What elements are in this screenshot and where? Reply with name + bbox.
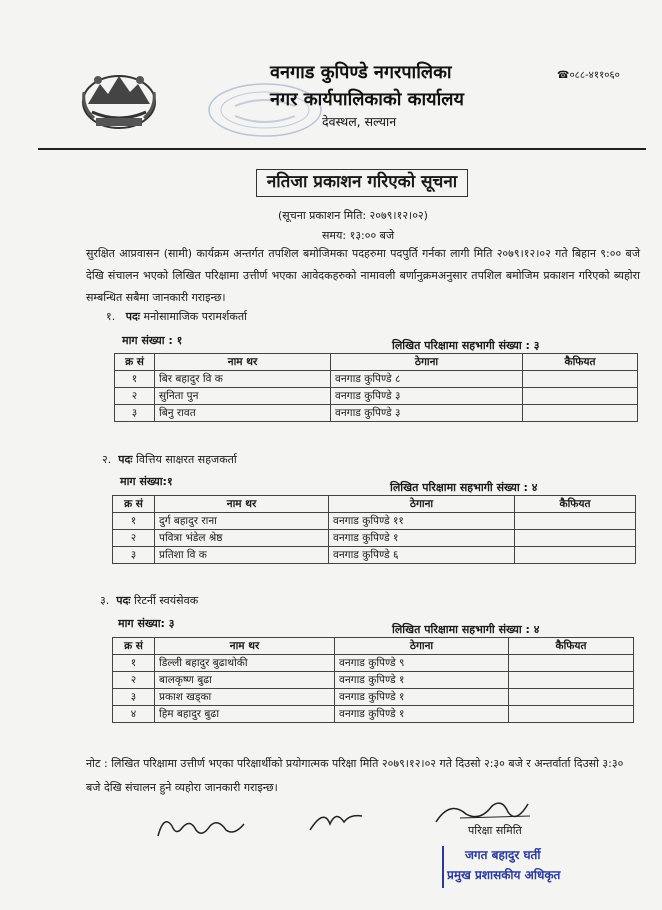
table-row: [115, 388, 638, 405]
address-cell: वनगाड कुपिण्डे ८: [331, 371, 523, 388]
result-table: [112, 495, 636, 564]
column-header: ठेगाना: [329, 496, 515, 513]
publication-date: (सूचना प्रकाशन मिति: २०७९।१२।०२): [278, 209, 428, 222]
serial-cell: १: [113, 655, 155, 672]
address-cell: वनगाड कुपिण्डे १: [335, 672, 509, 689]
signature-2-icon: [306, 802, 368, 836]
address-cell: वनगाड कुपिण्डे ३: [331, 405, 523, 422]
remark-cell: [523, 388, 638, 405]
demand-count: माग संख्या : १: [122, 334, 183, 347]
post-name: मनोसामाजिक परामर्शकर्ता: [143, 310, 247, 323]
column-header: कैफियत: [523, 354, 638, 371]
notice-title: नतिजा प्रकाशन गरिएको सूचना: [256, 169, 468, 197]
participant-count: लिखित परिक्षामा सहभागी संख्या : ४: [390, 481, 538, 494]
column-header: नाम थर: [155, 354, 331, 371]
stamp-divider: [442, 846, 444, 888]
post-label: पदः: [118, 453, 133, 466]
table-row: [113, 672, 634, 689]
address-cell: वनगाड कुपिण्डे ९: [335, 655, 509, 672]
post-name: रिटर्नी स्वयंसेवक: [134, 594, 199, 607]
table-row: [113, 689, 634, 706]
table-row: [115, 371, 638, 388]
name-cell: प्रकाश खड्का: [155, 689, 335, 706]
address-cell: वनगाड कुपिण्डे ११: [329, 513, 515, 530]
serial-cell: २: [113, 530, 155, 547]
post-number: १.: [106, 310, 116, 323]
remark-cell: [515, 513, 636, 530]
column-header: क्र सं: [113, 496, 155, 513]
demand-count: माग संख्या:१: [120, 475, 173, 488]
table-row: [113, 655, 634, 672]
table-header-row: [113, 496, 636, 513]
remark-cell: [515, 547, 636, 564]
address-cell: वनगाड कुपिण्डे १: [335, 689, 509, 706]
table-row: [113, 513, 636, 530]
column-header: नाम थर: [155, 496, 329, 513]
remark-cell: [509, 672, 634, 689]
remark-cell: [509, 689, 634, 706]
post-label: पदः: [116, 594, 131, 607]
footer-note: नोट : लिखित परिक्षामा उत्तीर्ण भएका परिक्षार्थीको प्रयोगात्मक परिक्षा मिति २०७९।१२।०२ गते दिउसो २:३० बजे र अन्तर्वार्ता दिउसो ३:३० बजे देखि संचालन हुने व्यहोरा जानकारी गराइन्छ।: [86, 757, 624, 794]
signature-1-icon: [150, 808, 250, 844]
office-name: नगर कार्यपालिकाको कार्यालय: [270, 89, 464, 110]
post-number: ३.: [100, 594, 110, 607]
address-cell: वनगाड कुपिण्डे ३: [331, 388, 523, 405]
notice-body: सुरक्षित आप्रवासन (सामी) कार्यक्रम अन्तर्गत तपशिल बमोजिमका पदहरुमा पदपुर्ति गर्नका लागी मिति २०७९।१२।०२ गते बिहान ९:०० बजे देखि संचालन भएको लिखित परिक्षामा उत्तीर्ण भएका आवेदकहरुको नामावली बर्णानुक्रमअनुसार तपशिल बमोजिम प्रकाशन गरिएको ब्यहोरा सम्बन्धित सबैमा जानकारी गराइन्छ।: [86, 247, 640, 304]
serial-cell: २: [115, 388, 155, 405]
name-cell: बिर बहादुर वि क: [155, 371, 331, 388]
serial-cell: १: [115, 371, 155, 388]
participant-count: लिखित परिक्षामा सहभागी संख्या : ४: [392, 623, 540, 636]
post-label: पदः: [125, 310, 141, 323]
remark-cell: [523, 371, 638, 388]
address-cell: वनगाड कुपिण्डे १: [329, 530, 515, 547]
name-cell: प्रतिशा वि क: [155, 547, 329, 564]
participant-count: लिखित परिक्षामा सहभागी संख्या : ३: [392, 339, 540, 352]
serial-cell: ३: [115, 405, 155, 422]
serial-cell: ४: [113, 706, 155, 723]
remark-cell: [509, 706, 634, 723]
post-name: वित्तिय साक्षरत सहजकर्ता: [136, 453, 237, 466]
table-header-row: [113, 638, 634, 655]
serial-cell: १: [113, 513, 155, 530]
column-header: नाम थर: [155, 638, 335, 655]
table-row: [113, 530, 636, 547]
serial-cell: २: [113, 672, 155, 689]
result-table: [112, 637, 634, 723]
phone-number: ☎०८८-४११०६०: [557, 70, 620, 81]
header-divider: [38, 148, 646, 150]
officer-title: प्रमुख प्रशासकीय अधिकृत: [447, 868, 561, 882]
demand-count: माग संख्या: ३: [118, 617, 175, 630]
nepal-emblem-icon: [78, 62, 160, 134]
name-cell: डिल्ली बहादुर बुढाथोकी: [155, 655, 335, 672]
column-header: कैफियत: [509, 638, 634, 655]
office-address: देवस्थल, सल्यान: [322, 114, 397, 129]
table-row: [115, 405, 638, 422]
officer-name: जगत बहादुर घर्ती: [465, 848, 541, 862]
name-cell: सुनिता पुन: [155, 388, 331, 405]
table-header-row: [115, 354, 638, 371]
name-cell: दुर्ग बहादुर राना: [155, 513, 329, 530]
column-header: कैफियत: [515, 496, 636, 513]
name-cell: बालकृष्ण बुढा: [155, 672, 335, 689]
column-header: क्र सं: [115, 354, 155, 371]
name-cell: पवित्रा भंडेल श्रेष्ठ: [155, 530, 329, 547]
column-header: क्र सं: [113, 638, 155, 655]
post-number: २.: [102, 453, 112, 466]
column-header: ठेगाना: [335, 638, 509, 655]
name-cell: बिनु रावत: [155, 405, 331, 422]
committee-label: परिक्षा समिति: [468, 824, 522, 837]
remark-cell: [509, 655, 634, 672]
post-heading: [100, 593, 198, 608]
serial-cell: ३: [113, 689, 155, 706]
serial-cell: ३: [113, 547, 155, 564]
column-header: ठेगाना: [331, 354, 523, 371]
address-cell: वनगाड कुपिण्डे ६: [329, 547, 515, 564]
municipality-name: वनगाड कुपिण्डे नगरपालिका: [270, 62, 452, 83]
remark-cell: [515, 530, 636, 547]
remark-cell: [523, 405, 638, 422]
post-heading: [106, 309, 247, 324]
table-row: [113, 547, 636, 564]
post-heading: [102, 452, 237, 467]
name-cell: हिम बहादुर बुढा: [155, 706, 335, 723]
publication-time: समय: १३:०० बजे: [322, 229, 395, 242]
result-table: [114, 353, 638, 422]
table-row: [113, 706, 634, 723]
address-cell: वनगाड कुपिण्डे १: [335, 706, 509, 723]
